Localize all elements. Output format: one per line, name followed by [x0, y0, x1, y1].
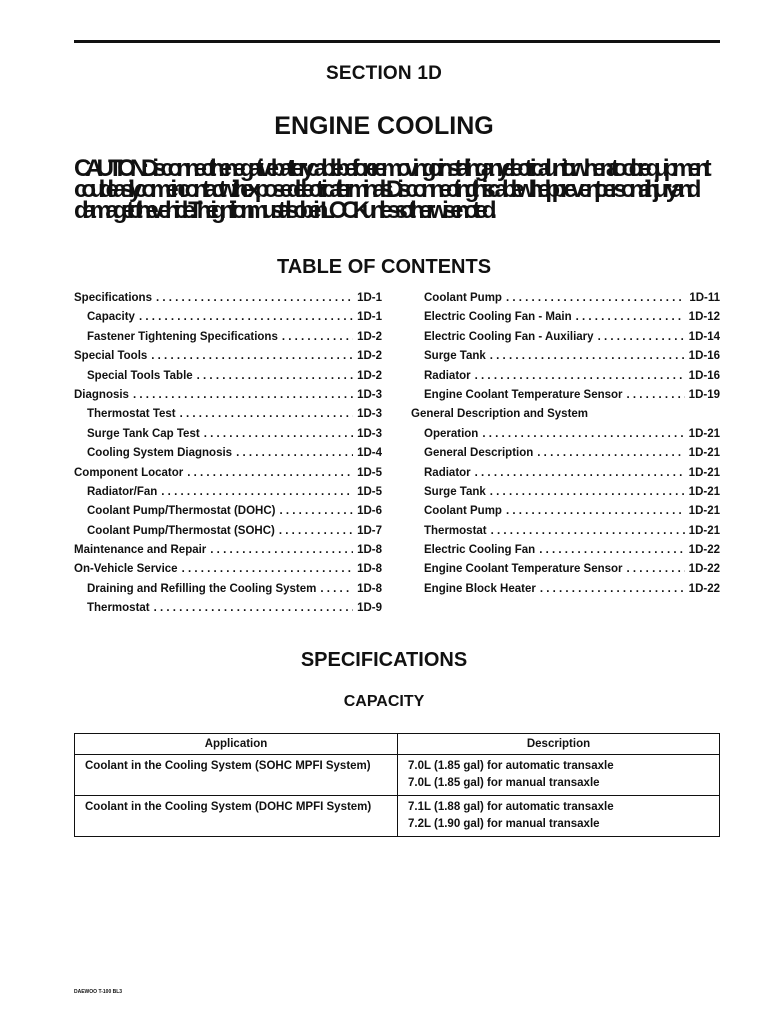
- toc-dot-leader: [279, 502, 353, 521]
- toc-entry[interactable]: [411, 308, 720, 327]
- toc-dot-leader: [279, 522, 353, 541]
- toc-dot-leader: [182, 560, 354, 579]
- toc-dot-leader: [151, 347, 353, 366]
- toc-entry[interactable]: [74, 425, 382, 444]
- toc-entry[interactable]: [411, 483, 720, 502]
- toc-entry[interactable]: [411, 289, 720, 308]
- toc-entry[interactable]: [74, 483, 382, 502]
- toc-page-number: 1D-5: [357, 485, 382, 498]
- toc-entry[interactable]: [74, 464, 382, 483]
- toc-page-number: 1D-21: [688, 505, 720, 518]
- toc-dot-leader: [282, 328, 353, 347]
- toc-entry[interactable]: [411, 541, 720, 560]
- cell-description: [398, 755, 720, 796]
- toc-entry[interactable]: [411, 405, 720, 424]
- toc-title: TABLE OF CONTENTS: [276, 256, 492, 278]
- toc-dot-leader: [139, 308, 353, 327]
- toc-page-number: 1D-2: [357, 369, 382, 382]
- column-header-description: Description: [398, 734, 720, 755]
- toc-entry-title: Radiator: [424, 369, 471, 382]
- toc-dot-leader: [475, 367, 685, 386]
- toc-page-number: 1D-16: [688, 369, 720, 382]
- toc-page-number: 1D-3: [357, 408, 382, 421]
- toc-entry[interactable]: [74, 541, 382, 560]
- toc-page-number: 1D-8: [357, 582, 382, 595]
- toc-page-number: 1D-2: [357, 350, 382, 363]
- toc-entry-title: Diagnosis: [74, 388, 129, 401]
- toc-dot-leader: [236, 444, 353, 463]
- toc-entry[interactable]: [74, 308, 382, 327]
- toc-page-number: 1D-21: [688, 485, 720, 498]
- toc-page-number: 1D-2: [357, 330, 382, 343]
- toc-entry-title: General Description and System: [411, 408, 589, 421]
- toc-page-number: 1D-22: [688, 582, 720, 595]
- toc-dot-leader: [506, 502, 685, 521]
- toc-entry-title: Special Tools Table: [87, 369, 193, 382]
- toc-entry-title: Surge Tank Cap Test: [87, 427, 200, 440]
- toc-entry-title: Thermostat: [424, 524, 487, 537]
- toc-entry-title: Engine Coolant Temperature Sensor: [424, 563, 623, 576]
- toc-entry[interactable]: [74, 580, 382, 599]
- toc-entry-title: Component Locator: [74, 466, 184, 479]
- toc-entry-title: Coolant Pump: [424, 292, 502, 304]
- toc-entry-title: Engine Coolant Temperature Sensor: [424, 388, 623, 401]
- toc-page-number: 1D-6: [357, 505, 382, 518]
- toc-entry-title: Electric Cooling Fan - Main: [424, 311, 572, 324]
- toc-page-number: 1D-1: [357, 311, 382, 324]
- toc-dot-leader: [320, 580, 353, 599]
- toc-entry-title: Capacity: [87, 311, 135, 324]
- application-text: Coolant in the Cooling System (DOHC MPFI System): [85, 801, 372, 813]
- toc-dot-leader: [490, 347, 685, 366]
- toc-dot-leader: [210, 541, 353, 560]
- toc-page-number: 1D-21: [688, 466, 720, 479]
- toc-entry-title: Cooling System Diagnosis: [87, 447, 233, 460]
- toc-dot-leader: [627, 386, 685, 405]
- toc-page-number: 1D-4: [357, 447, 382, 460]
- toc-dot-leader: [161, 483, 353, 502]
- toc-page-number: 1D-7: [357, 524, 382, 537]
- toc-entry[interactable]: [74, 502, 382, 521]
- toc-entry[interactable]: [74, 405, 382, 424]
- toc-entry[interactable]: [411, 425, 720, 444]
- toc-page-number: 1D-22: [688, 544, 720, 557]
- toc-dot-leader: [491, 522, 685, 541]
- toc-entry[interactable]: [74, 386, 382, 405]
- toc-entry[interactable]: [74, 347, 382, 366]
- toc-entry-title: Electric Cooling Fan: [424, 544, 536, 557]
- toc-dot-leader: [539, 541, 684, 560]
- toc-entry-title: Specifications: [74, 292, 152, 304]
- toc-entry-title: Fastener Tightening Specifications: [87, 330, 278, 343]
- toc-page-number: 1D-22: [688, 563, 720, 576]
- table-row: [75, 755, 720, 796]
- toc-entry[interactable]: [411, 464, 720, 483]
- description-line: 7.2L (1.90 gal) for manual transaxle: [408, 818, 600, 830]
- toc-entry[interactable]: [411, 580, 720, 599]
- toc-page-number: 1D-16: [688, 350, 720, 363]
- toc-page-number: 1D-19: [688, 388, 720, 401]
- toc-dot-leader: [537, 444, 684, 463]
- toc-entry[interactable]: [74, 522, 382, 541]
- toc-entry-title: Thermostat: [87, 602, 150, 615]
- toc-dot-leader: [540, 580, 685, 599]
- column-header-application: Application: [75, 734, 398, 755]
- toc-dot-leader: [490, 483, 685, 502]
- toc-entry-title: General Description: [424, 447, 534, 460]
- toc-page-number: 1D-21: [688, 524, 720, 537]
- toc-entry-title: Engine Block Heater: [424, 582, 536, 595]
- toc-dot-leader: [133, 386, 353, 405]
- toc-dot-leader: [598, 328, 685, 347]
- table-header-row: [75, 734, 720, 755]
- toc-entry-title: Electric Cooling Fan - Auxiliary: [424, 330, 594, 343]
- caution-notice: CAUTION: Disconnect the negative battery cable before removing or installing any electrical unit or when a tool or equipment could easily come in contact with exposed electrical terminals. Disconnecting this cable will help prevent personal injury and damage to the vehicle. The ignition must also be in LOCK unless otherwise noted.: [74, 158, 706, 224]
- description-line: 7.0L (1.85 gal) for automatic transaxle: [408, 760, 614, 772]
- toc-entry-title: Thermostat Test: [87, 408, 176, 421]
- cell-application: [75, 796, 398, 837]
- toc-dot-leader: [475, 464, 685, 483]
- toc-page-number: 1D-1: [357, 292, 382, 304]
- toc-entry[interactable]: [411, 367, 720, 386]
- top-rule: [74, 40, 720, 43]
- toc-entry[interactable]: [411, 347, 720, 366]
- toc-dot-leader: [154, 599, 353, 618]
- table-row: [75, 796, 720, 837]
- toc-left-column: [74, 289, 382, 619]
- toc-entry-title: Maintenance and Repair: [74, 544, 207, 557]
- toc-entry-title: Surge Tank: [424, 485, 486, 498]
- toc-entry[interactable]: [74, 328, 382, 347]
- toc-dot-leader: [204, 425, 353, 444]
- section-number: SECTION 1D: [325, 63, 443, 84]
- toc-entry-title: Radiator/Fan: [87, 485, 158, 498]
- toc-page-number: 1D-21: [688, 427, 720, 440]
- toc-entry[interactable]: [74, 289, 382, 308]
- toc-entry[interactable]: [411, 522, 720, 541]
- cell-description: [398, 796, 720, 837]
- toc-dot-leader: [156, 289, 353, 308]
- toc-dot-leader: [576, 308, 685, 327]
- toc-dot-leader: [180, 405, 353, 424]
- description-line: 7.0L (1.85 gal) for manual transaxle: [408, 777, 600, 789]
- toc-page-number: 1D-12: [688, 311, 720, 324]
- toc-entry-title: Radiator: [424, 466, 471, 479]
- toc-dot-leader: [197, 367, 353, 386]
- toc-entry[interactable]: [74, 560, 382, 579]
- toc-entry[interactable]: [411, 502, 720, 521]
- specifications-heading: SPECIFICATIONS: [300, 649, 468, 671]
- toc-entry[interactable]: [411, 328, 720, 347]
- capacity-heading: CAPACITY: [343, 693, 425, 710]
- toc-entry[interactable]: [74, 367, 382, 386]
- application-text: Coolant in the Cooling System (SOHC MPFI System): [85, 760, 371, 772]
- toc-entry-title: Coolant Pump/Thermostat (SOHC): [87, 524, 275, 537]
- toc-entry-title: Draining and Refilling the Cooling System: [87, 582, 317, 595]
- toc-page-number: 1D-3: [357, 427, 382, 440]
- toc-entry[interactable]: [411, 386, 720, 405]
- toc-page-number: 1D-3: [357, 388, 382, 401]
- toc-entry[interactable]: [74, 599, 382, 618]
- toc-dot-leader: [482, 425, 684, 444]
- toc-entry[interactable]: [411, 444, 720, 463]
- toc-right-column: [411, 289, 720, 599]
- toc-page-number: 1D-8: [357, 544, 382, 557]
- toc-entry-title: Surge Tank: [424, 350, 486, 363]
- toc-page-number: 1D-5: [357, 466, 382, 479]
- description-line: 7.1L (1.88 gal) for automatic transaxle: [408, 801, 614, 813]
- toc-page-number: 1D-9: [357, 602, 382, 615]
- toc-entry-title: Coolant Pump/Thermostat (DOHC): [87, 505, 276, 518]
- footer-code: DAEWOO T-100 BL3: [74, 989, 123, 995]
- toc-dot-leader: [187, 464, 353, 483]
- toc-page-number: 1D-11: [689, 292, 720, 304]
- toc-page-number: 1D-8: [357, 563, 382, 576]
- toc-entry[interactable]: [411, 560, 720, 579]
- toc-entry-title: Special Tools: [74, 350, 148, 363]
- page-title: ENGINE COOLING: [274, 112, 494, 140]
- toc-dot-leader: [506, 289, 685, 308]
- toc-entry-title: Coolant Pump: [424, 505, 502, 518]
- toc-page-number: 1D-14: [688, 330, 720, 343]
- toc-entry[interactable]: [74, 444, 382, 463]
- toc-dot-leader: [627, 560, 685, 579]
- capacity-table: [74, 733, 720, 837]
- cell-application: [75, 755, 398, 796]
- toc-page-number: 1D-21: [688, 447, 720, 460]
- toc-entry-title: Operation: [424, 427, 479, 440]
- toc-entry-title: On-Vehicle Service: [74, 563, 178, 576]
